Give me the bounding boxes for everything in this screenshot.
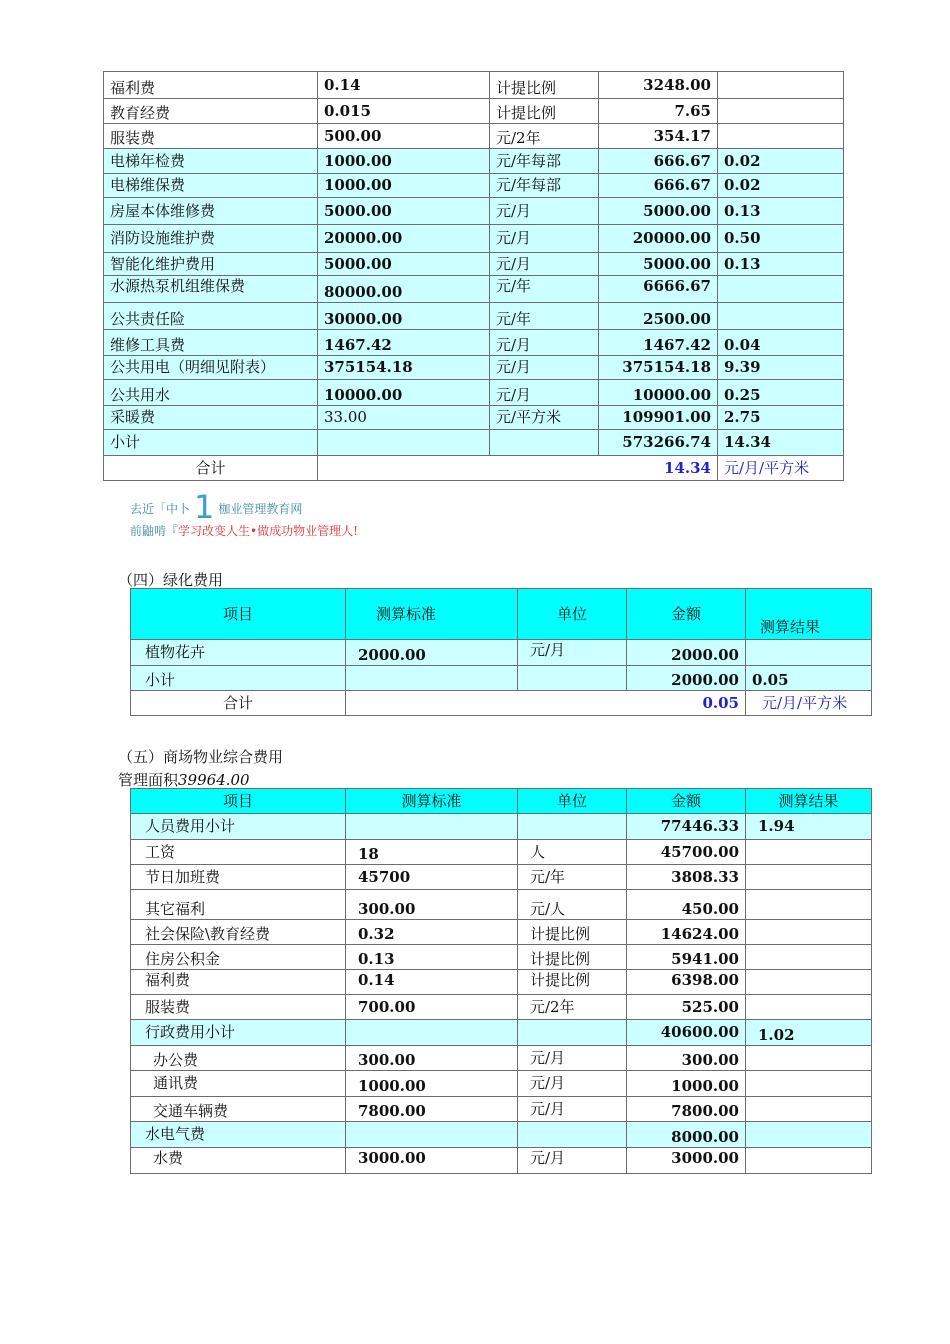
amount-cell: 5000.00 bbox=[599, 198, 718, 225]
amount-cell: 5000.00 bbox=[599, 253, 718, 276]
watermark-line-1 bbox=[130, 488, 302, 526]
result-cell bbox=[746, 865, 872, 890]
amount-cell: 1000.00 bbox=[627, 1071, 746, 1097]
result-cell bbox=[746, 970, 872, 995]
column-header: 测算结果 bbox=[746, 789, 872, 814]
standard-cell: 1000.00 bbox=[318, 149, 490, 174]
amount-cell: 525.00 bbox=[627, 995, 746, 1020]
unit-cell: 元/年 bbox=[490, 303, 599, 330]
standard-cell: 1000.00 bbox=[318, 174, 490, 198]
table-row bbox=[104, 303, 844, 330]
result-cell bbox=[746, 840, 872, 865]
total-row bbox=[104, 456, 844, 481]
item-cell: 办公费 bbox=[131, 1046, 346, 1071]
table-row bbox=[131, 865, 872, 890]
amount-cell: 14624.00 bbox=[627, 920, 746, 945]
table-row bbox=[131, 970, 872, 995]
result-cell bbox=[718, 99, 844, 124]
item-cell: 维修工具费 bbox=[104, 330, 318, 356]
table-row bbox=[104, 225, 844, 253]
result-cell: 0.02 bbox=[718, 174, 844, 198]
cost-table-top bbox=[103, 71, 844, 481]
standard-cell: 7800.00 bbox=[346, 1097, 518, 1122]
unit-cell: 元/年每部 bbox=[490, 174, 599, 198]
table-row bbox=[131, 995, 872, 1020]
item-cell: 小计 bbox=[104, 430, 318, 456]
amount-cell: 40600.00 bbox=[627, 1020, 746, 1046]
item-cell: 通讯费 bbox=[131, 1071, 346, 1097]
table-row bbox=[104, 380, 844, 406]
watermark-slogan: 学习改变人生•做成功物业管理人! bbox=[178, 524, 358, 538]
unit-cell: 元/月 bbox=[490, 330, 599, 356]
table-row bbox=[104, 99, 844, 124]
header-row bbox=[131, 789, 872, 814]
table-row bbox=[104, 356, 844, 380]
header-row bbox=[131, 589, 872, 640]
result-cell bbox=[746, 1122, 872, 1148]
unit-cell: 元/月 bbox=[490, 380, 599, 406]
amount-cell: 2500.00 bbox=[599, 303, 718, 330]
item-cell: 工资 bbox=[131, 840, 346, 865]
greening-cost-table bbox=[130, 588, 872, 716]
table-row bbox=[131, 1071, 872, 1097]
item-cell: 小计 bbox=[131, 666, 346, 691]
item-cell: 节日加班费 bbox=[131, 865, 346, 890]
watermark-text: 枷业管理教育网 bbox=[218, 502, 303, 516]
standard-cell: 0.015 bbox=[318, 99, 490, 124]
column-header: 测算结果 bbox=[746, 589, 872, 640]
unit-cell: 元/月 bbox=[490, 356, 599, 380]
standard-cell: 1000.00 bbox=[346, 1071, 518, 1097]
item-cell: 房屋本体维修费 bbox=[104, 198, 318, 225]
table-row bbox=[104, 330, 844, 356]
unit-cell bbox=[518, 814, 627, 840]
result-cell: 0.50 bbox=[718, 225, 844, 253]
item-cell: 采暖费 bbox=[104, 406, 318, 430]
unit-cell: 元/月 bbox=[518, 640, 627, 666]
unit-cell: 元/人 bbox=[518, 890, 627, 920]
total-value: 0.05 bbox=[346, 691, 746, 716]
total-value: 14.34 bbox=[318, 456, 718, 481]
unit-cell: 元/月 bbox=[490, 198, 599, 225]
amount-cell: 6398.00 bbox=[627, 970, 746, 995]
standard-cell: 33.00 bbox=[318, 406, 490, 430]
result-cell bbox=[746, 995, 872, 1020]
managed-area-label: 管理面积 bbox=[118, 771, 179, 789]
table-row bbox=[104, 124, 844, 149]
standard-cell bbox=[346, 814, 518, 840]
amount-cell: 7800.00 bbox=[627, 1097, 746, 1122]
standard-cell bbox=[346, 1020, 518, 1046]
column-header: 单位 bbox=[518, 789, 627, 814]
unit-cell: 元/月 bbox=[490, 225, 599, 253]
column-header: 项目 bbox=[131, 789, 346, 814]
standard-cell: 5000.00 bbox=[318, 198, 490, 225]
standard-cell bbox=[346, 1122, 518, 1148]
unit-cell: 元/月 bbox=[518, 1148, 627, 1174]
result-cell bbox=[746, 1046, 872, 1071]
amount-cell: 2000.00 bbox=[627, 666, 746, 691]
amount-cell: 109901.00 bbox=[599, 406, 718, 430]
unit-cell: 元/2年 bbox=[490, 124, 599, 149]
item-cell: 消防设施维护费 bbox=[104, 225, 318, 253]
result-cell: 1.94 bbox=[746, 814, 872, 840]
result-cell bbox=[746, 640, 872, 666]
unit-cell: 元/年每部 bbox=[490, 149, 599, 174]
amount-cell: 45700.00 bbox=[627, 840, 746, 865]
standard-cell: 700.00 bbox=[346, 995, 518, 1020]
item-cell: 人员费用小计 bbox=[131, 814, 346, 840]
unit-cell: 元/月 bbox=[518, 1046, 627, 1071]
standard-cell bbox=[318, 430, 490, 456]
column-header: 金额 bbox=[627, 589, 746, 640]
column-header: 金额 bbox=[627, 789, 746, 814]
result-cell bbox=[746, 1148, 872, 1174]
unit-cell: 元/平方米 bbox=[490, 406, 599, 430]
unit-cell: 元/月 bbox=[490, 253, 599, 276]
standard-cell: 0.14 bbox=[346, 970, 518, 995]
unit-cell: 元/月 bbox=[518, 1097, 627, 1122]
result-cell bbox=[746, 945, 872, 970]
item-cell: 服装费 bbox=[131, 995, 346, 1020]
standard-cell: 18 bbox=[346, 840, 518, 865]
amount-cell: 573266.74 bbox=[599, 430, 718, 456]
result-cell: 2.75 bbox=[718, 406, 844, 430]
table-row bbox=[131, 920, 872, 945]
amount-cell: 300.00 bbox=[627, 1046, 746, 1071]
unit-cell bbox=[518, 1122, 627, 1148]
result-cell bbox=[746, 1097, 872, 1122]
item-cell: 住房公积金 bbox=[131, 945, 346, 970]
table-row bbox=[104, 253, 844, 276]
result-cell: 0.05 bbox=[746, 666, 872, 691]
column-header: 单位 bbox=[518, 589, 627, 640]
result-cell: 0.04 bbox=[718, 330, 844, 356]
item-cell: 其它福利 bbox=[131, 890, 346, 920]
item-cell: 水费 bbox=[131, 1148, 346, 1174]
table-row bbox=[131, 840, 872, 865]
watermark-line-2 bbox=[130, 522, 358, 539]
standard-cell: 375154.18 bbox=[318, 356, 490, 380]
amount-cell: 375154.18 bbox=[599, 356, 718, 380]
table-row bbox=[104, 276, 844, 303]
amount-cell: 3000.00 bbox=[627, 1148, 746, 1174]
standard-cell: 30000.00 bbox=[318, 303, 490, 330]
amount-cell: 2000.00 bbox=[627, 640, 746, 666]
unit-cell: 计提比例 bbox=[490, 72, 599, 99]
item-cell: 教育经费 bbox=[104, 99, 318, 124]
result-cell bbox=[746, 920, 872, 945]
standard-cell: 0.32 bbox=[346, 920, 518, 945]
item-cell: 水源热泵机组维保费 bbox=[104, 276, 318, 303]
amount-cell: 3248.00 bbox=[599, 72, 718, 99]
amount-cell: 3808.33 bbox=[627, 865, 746, 890]
amount-cell: 5941.00 bbox=[627, 945, 746, 970]
item-cell: 交通车辆费 bbox=[131, 1097, 346, 1122]
amount-cell: 7.65 bbox=[599, 99, 718, 124]
item-cell: 社会保险\教育经费 bbox=[131, 920, 346, 945]
result-cell: 9.39 bbox=[718, 356, 844, 380]
subtotal-row bbox=[131, 1020, 872, 1046]
standard-cell: 2000.00 bbox=[346, 640, 518, 666]
watermark-logo-digit: 1 bbox=[194, 488, 215, 526]
item-cell: 公共用电（明细见附表） bbox=[104, 356, 318, 380]
unit-cell: 计提比例 bbox=[518, 970, 627, 995]
standard-cell: 0.13 bbox=[346, 945, 518, 970]
result-cell bbox=[718, 124, 844, 149]
item-cell: 公共用水 bbox=[104, 380, 318, 406]
standard-cell: 0.14 bbox=[318, 72, 490, 99]
section-title: （五）商场物业综合费用 bbox=[118, 748, 284, 766]
table-row bbox=[131, 1046, 872, 1071]
unit-cell: 元/年 bbox=[518, 865, 627, 890]
subtotal-row bbox=[131, 814, 872, 840]
table-row bbox=[104, 72, 844, 99]
unit-cell: 计提比例 bbox=[518, 920, 627, 945]
amount-cell: 6666.67 bbox=[599, 276, 718, 303]
item-cell: 服装费 bbox=[104, 124, 318, 149]
standard-cell: 500.00 bbox=[318, 124, 490, 149]
subtotal-row bbox=[104, 430, 844, 456]
standard-cell: 1467.42 bbox=[318, 330, 490, 356]
standard-cell: 300.00 bbox=[346, 890, 518, 920]
item-cell: 行政费用小计 bbox=[131, 1020, 346, 1046]
result-cell bbox=[718, 303, 844, 330]
item-cell: 福利费 bbox=[104, 72, 318, 99]
result-cell: 0.25 bbox=[718, 380, 844, 406]
result-cell: 0.13 bbox=[718, 253, 844, 276]
mall-cost-table bbox=[130, 788, 872, 1174]
amount-cell: 666.67 bbox=[599, 149, 718, 174]
table-row bbox=[131, 890, 872, 920]
item-cell: 福利费 bbox=[131, 970, 346, 995]
standard-cell bbox=[346, 666, 518, 691]
standard-cell: 5000.00 bbox=[318, 253, 490, 276]
amount-cell: 10000.00 bbox=[599, 380, 718, 406]
table-row bbox=[104, 174, 844, 198]
amount-cell: 20000.00 bbox=[599, 225, 718, 253]
table-row bbox=[104, 198, 844, 225]
section-title: （四）绿化费用 bbox=[118, 571, 224, 589]
unit-cell: 计提比例 bbox=[518, 945, 627, 970]
standard-cell: 20000.00 bbox=[318, 225, 490, 253]
column-header: 项目 bbox=[131, 589, 346, 640]
subtotal-row bbox=[131, 1122, 872, 1148]
item-cell: 水电气费 bbox=[131, 1122, 346, 1148]
watermark-text: 去近「中卜 bbox=[130, 502, 191, 516]
table-row bbox=[131, 1148, 872, 1174]
result-cell: 0.02 bbox=[718, 149, 844, 174]
result-cell: 0.13 bbox=[718, 198, 844, 225]
amount-cell: 666.67 bbox=[599, 174, 718, 198]
amount-cell: 1467.42 bbox=[599, 330, 718, 356]
item-cell: 智能化维护费用 bbox=[104, 253, 318, 276]
subtotal-row bbox=[131, 666, 872, 691]
column-header: 测算标准 bbox=[346, 589, 518, 640]
unit-cell bbox=[518, 1020, 627, 1046]
amount-cell: 8000.00 bbox=[627, 1122, 746, 1148]
result-cell bbox=[746, 1071, 872, 1097]
standard-cell: 3000.00 bbox=[346, 1148, 518, 1174]
unit-cell bbox=[490, 430, 599, 456]
total-unit: 元/月/平方米 bbox=[718, 456, 844, 481]
managed-area-value: 39964.00 bbox=[178, 771, 250, 789]
column-header: 测算标准 bbox=[346, 789, 518, 814]
standard-cell: 10000.00 bbox=[318, 380, 490, 406]
unit-cell: 计提比例 bbox=[490, 99, 599, 124]
item-cell: 植物花卉 bbox=[131, 640, 346, 666]
table-row bbox=[131, 945, 872, 970]
result-cell bbox=[718, 72, 844, 99]
table-row bbox=[131, 1097, 872, 1122]
item-cell: 电梯维保费 bbox=[104, 174, 318, 198]
table-row bbox=[104, 149, 844, 174]
total-label: 合计 bbox=[104, 456, 318, 481]
standard-cell: 45700 bbox=[346, 865, 518, 890]
amount-cell: 450.00 bbox=[627, 890, 746, 920]
total-label: 合计 bbox=[131, 691, 346, 716]
amount-cell: 354.17 bbox=[599, 124, 718, 149]
result-cell: 1.02 bbox=[746, 1020, 872, 1046]
unit-cell: 元/年 bbox=[490, 276, 599, 303]
unit-cell: 元/2年 bbox=[518, 995, 627, 1020]
result-cell: 14.34 bbox=[718, 430, 844, 456]
watermark-text: 前鼬啃『 bbox=[130, 524, 179, 538]
table-row bbox=[104, 406, 844, 430]
standard-cell: 80000.00 bbox=[318, 276, 490, 303]
amount-cell: 77446.33 bbox=[627, 814, 746, 840]
managed-area bbox=[118, 769, 250, 790]
item-cell: 电梯年检费 bbox=[104, 149, 318, 174]
unit-cell: 元/月 bbox=[518, 1071, 627, 1097]
unit-cell bbox=[518, 666, 627, 691]
total-unit: 元/月/平方米 bbox=[746, 691, 872, 716]
table-row bbox=[131, 640, 872, 666]
total-row bbox=[131, 691, 872, 716]
result-cell bbox=[746, 890, 872, 920]
standard-cell: 300.00 bbox=[346, 1046, 518, 1071]
result-cell bbox=[718, 276, 844, 303]
unit-cell: 人 bbox=[518, 840, 627, 865]
item-cell: 公共责任险 bbox=[104, 303, 318, 330]
